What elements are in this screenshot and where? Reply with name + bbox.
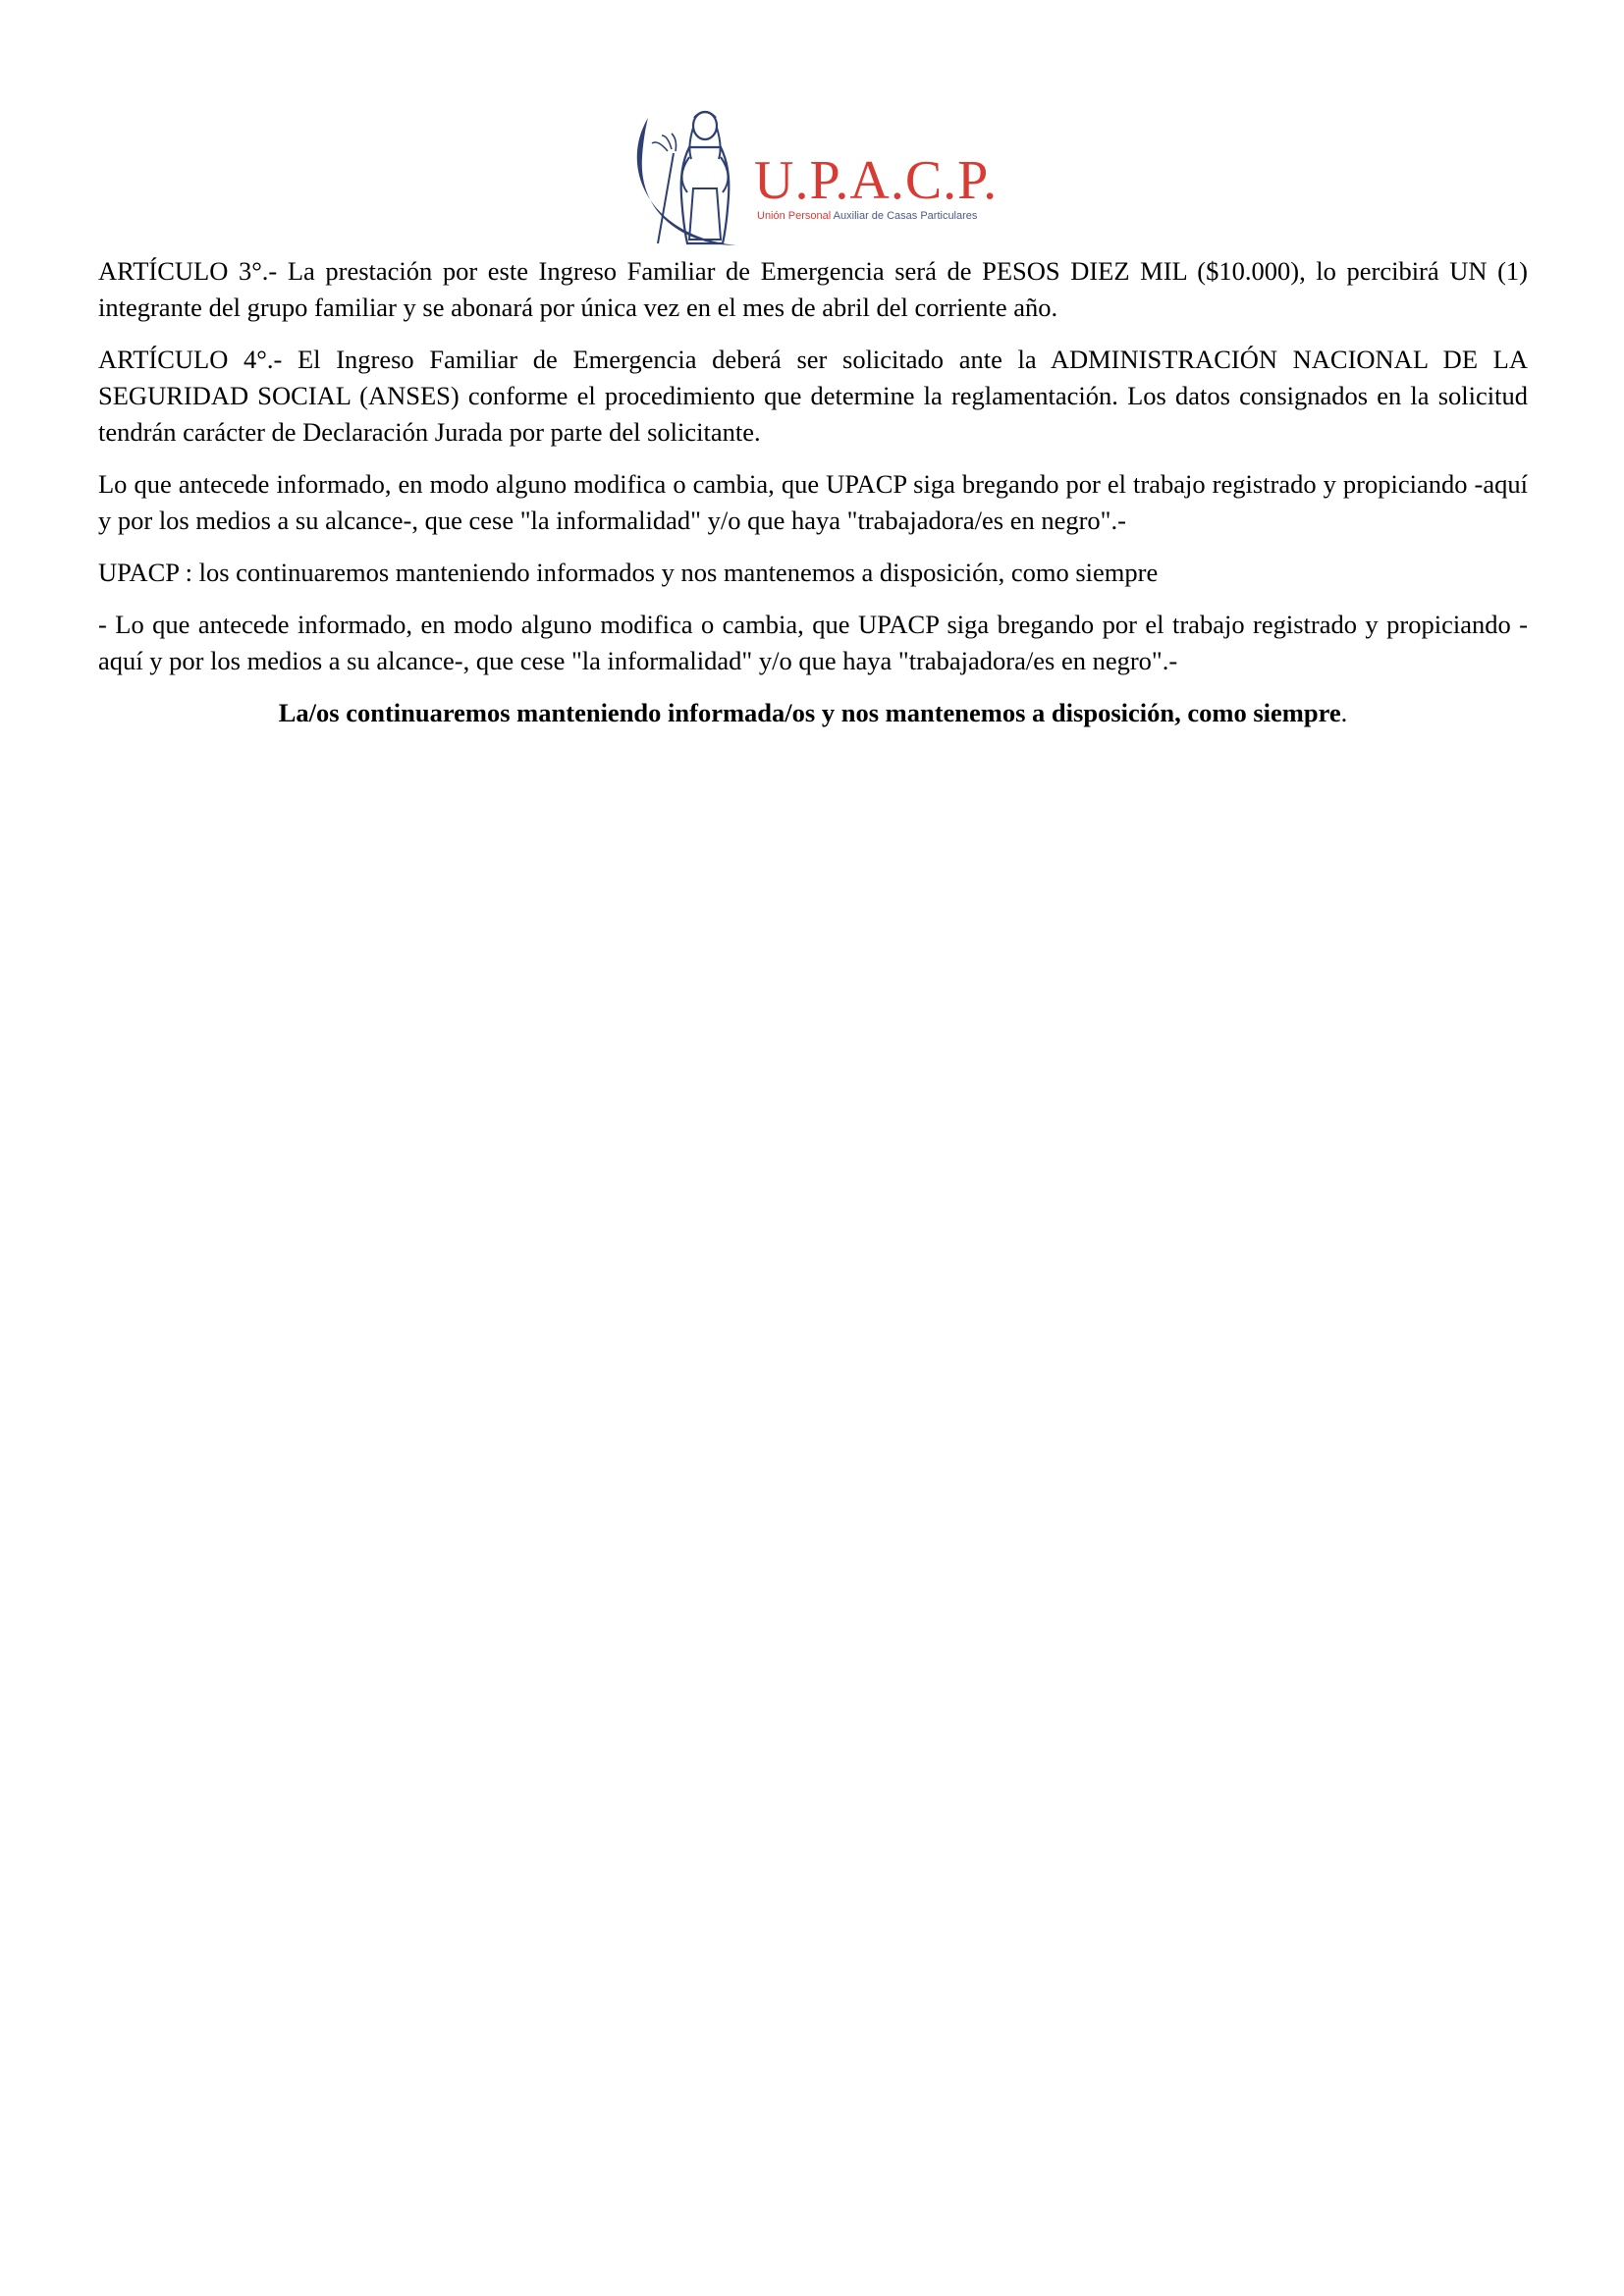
swoosh-arc — [637, 118, 736, 245]
logo-subtitle-part2: Auxiliar de Casas Particulares — [833, 210, 978, 222]
housekeeper-figure-logo-icon — [628, 98, 766, 255]
logo-subtitle — [757, 210, 977, 222]
logo-title: U.P.A.C.P. — [754, 150, 999, 211]
closing-tail: . — [1340, 698, 1348, 727]
paragraph-upacp-statement: Lo que antecede informado, en modo alguno modifica o cambia, que UPACP siga bregando por el trabajo registrado y propiciando -aquí y por los medios a su alcance-, que cese "la informalidad" y/o que haya "trabajadora/es en negro".- — [98, 469, 1528, 535]
logo-subtitle-part1: Unión Personal — [757, 210, 834, 222]
document-body — [98, 253, 1528, 747]
closing-line — [98, 695, 1528, 731]
closing-bold-text: La/os continuaremos manteniendo informada/os y nos mantenemos a disposición, como siempre — [278, 698, 1341, 727]
paragraph-articulo-3: ARTÍCULO 3°.- La prestación por este Ingreso Familiar de Emergencia será de PESOS DIEZ MIL ($10.000), lo percibirá UN (1) integrante del grupo familiar y se abonará por única vez en el mes de abril del corriente año. — [98, 256, 1528, 322]
paragraph-articulo-4: ARTÍCULO 4°.- El Ingreso Familiar de Emergencia deberá ser solicitado ante la ADMINISTRACIÓN NACIONAL DE LA SEGURIDAD SOCIAL (ANSES) conforme el procedimiento que determine la reglamentación. Los datos consignados en la solicitud tendrán carácter de Declaración Jurada por parte del solicitante. — [98, 345, 1528, 447]
upacp-logo — [628, 98, 1001, 255]
paragraph-upacp-informados: UPACP : los continuaremos manteniendo informados y nos mantenemos a disposición, como siempre — [98, 558, 1159, 587]
paragraph-upacp-statement-repeat: - Lo que antecede informado, en modo alguno modifica o cambia, que UPACP siga bregando por el trabajo registrado y propiciando -aquí y por los medios a su alcance-, que cese "la informalidad" y/o que haya "trabajadora/es en negro".- — [98, 610, 1528, 675]
